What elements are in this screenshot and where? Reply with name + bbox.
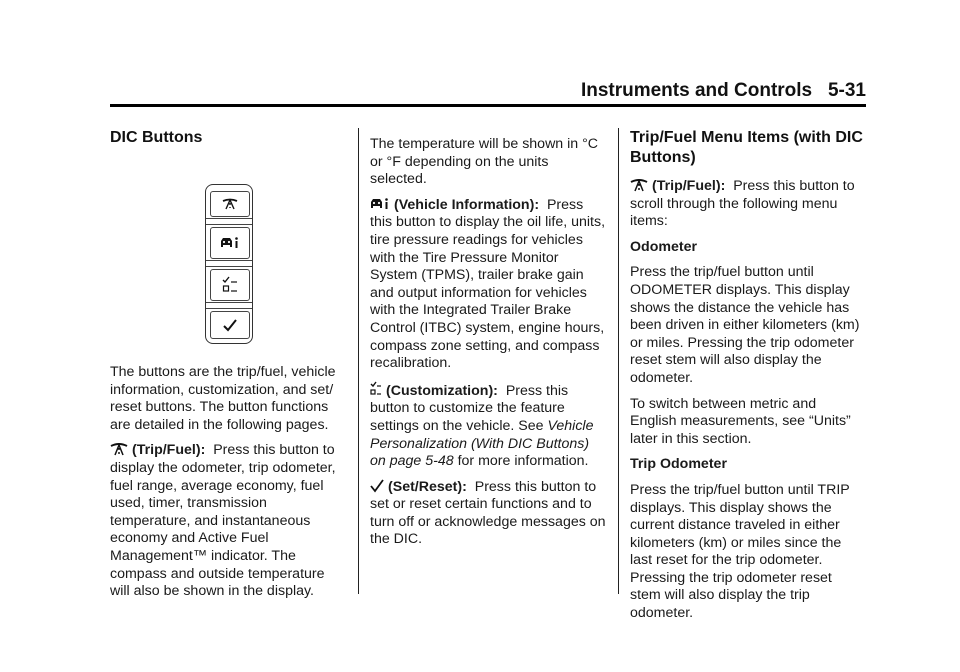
panel-separator — [206, 302, 252, 309]
vehicle-information-text: Press this button to display the oil life, units, tire pressure readings for vehicles with the Tire Pressure Monitor System (TPMS), trailer brake gain and output information for vehicles with the Integrated Trailer Brake Control (ITBC) system, engine hours, compass zone setting, and compass recalibration. — [370, 196, 606, 372]
customization-text-b: for more information. — [457, 453, 589, 470]
trip-odometer-paragraph: Press the trip/fuel button until TRIP displays. This display shows the current distance traveled in either kilometers (km) or miles since the last reset for the trip odometer. Pressing the trip odometer reset stem will also display the trip odometer. — [630, 481, 850, 622]
customization-description — [370, 381, 606, 471]
vehicle-information-icon — [220, 236, 240, 250]
set-reset-icon — [222, 318, 238, 332]
dic-buttons-heading: DIC Buttons — [110, 129, 203, 146]
odometer-paragraph-2: To switch between metric and English measurements, see “Units” later in this section. — [630, 395, 851, 447]
column-divider — [358, 128, 359, 594]
column-3 — [630, 128, 866, 631]
panel-separator — [206, 218, 252, 225]
set-reset-icon — [370, 479, 384, 493]
set-reset-text: Press this button to set or reset certain functions and to turn off or acknowledge messages on the DIC. — [370, 478, 606, 548]
dic-buttons-intro: The buttons are the trip/fuel, vehicle information, customization, and set/ reset buttons. The button functions are detailed in the following pages. — [110, 364, 336, 433]
trip-fuel-icon — [110, 442, 128, 456]
page-header — [110, 76, 866, 107]
temperature-text: The temperature will be shown in °C or °F depending on the units selected. — [370, 136, 599, 188]
trip-fuel-icon — [222, 198, 238, 210]
column-divider — [618, 128, 619, 594]
odometer-heading: Odometer — [630, 238, 698, 255]
set-reset-button-illustration — [210, 311, 250, 339]
customization-text-a: Press this button to customize the feature settings on the vehicle. See — [370, 382, 569, 434]
trip-fuel-menu-heading: Trip/Fuel Menu Items (with DIC Buttons) — [630, 129, 863, 166]
customization-label: (Customization): — [386, 382, 498, 399]
customization-button-illustration — [210, 269, 250, 301]
vehicle-information-icon — [370, 197, 390, 211]
vehicle-information-description — [370, 197, 606, 373]
customization-icon — [370, 381, 382, 397]
trip-fuel-label: (Trip/Fuel): — [652, 178, 726, 194]
trip-fuel-description — [110, 442, 336, 600]
set-reset-description — [370, 479, 606, 549]
trip-fuel-button-illustration — [210, 191, 250, 217]
dic-button-panel-illustration — [205, 184, 253, 344]
column-1 — [110, 128, 336, 609]
section-title: Instruments and Controls — [580, 80, 813, 101]
set-reset-label: (Set/Reset): — [388, 478, 467, 495]
trip-fuel-text: Press this button to display the odometer, trip odometer, fuel range, average economy, fuel used, timer, transmission temperature, and instantaneous economy and Active Fuel Management™ indicator. The compass and outside temperature will also be shown in the display. — [110, 442, 336, 600]
trip-fuel-menu-text: Press this button to scroll through the following menu items: — [630, 178, 855, 230]
vehicle-personalization-link[interactable]: Vehicle Personalization (With DIC Buttons) on page 5-48 — [370, 417, 594, 470]
column-2 — [370, 136, 606, 557]
trip-odometer-heading: Trip Odometer — [630, 456, 727, 473]
header-title — [581, 80, 866, 102]
trip-fuel-menu-description — [630, 178, 866, 231]
panel-separator — [206, 260, 252, 267]
trip-fuel-label: (Trip/Fuel): — [132, 442, 206, 459]
page-number: 5-31 — [827, 80, 866, 101]
trip-fuel-icon — [630, 178, 648, 192]
odometer-paragraph-1: Press the trip/fuel button until ODOMETER displays. This display shows the distance the vehicle has been driven in either kilometers (km) or miles. Pressing the trip odometer reset stem will also display the odometer. — [630, 264, 860, 386]
vehicle-info-button-illustration — [210, 227, 250, 259]
vehicle-information-label: (Vehicle Information): — [394, 196, 540, 213]
customization-icon — [221, 275, 239, 295]
